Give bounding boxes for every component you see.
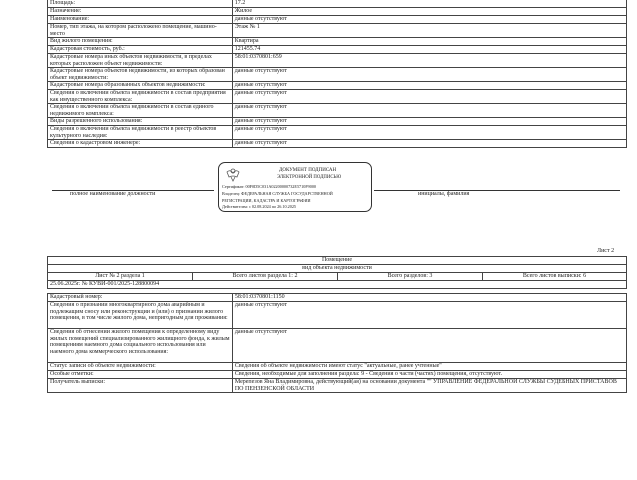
row-value: данные отсутствуют bbox=[232, 104, 626, 118]
table-row bbox=[48, 363, 627, 371]
stamp-title: ДОКУМЕНТ ПОДПИСАН bbox=[279, 168, 337, 173]
row-value: Сведения об объекте недвижимости имеют статус "актуальные, ранее учтенные" bbox=[232, 363, 626, 371]
stamp-validity: Действителен: с 02.08.2024 по 26.10.2025 bbox=[222, 204, 297, 209]
row-label: Статус записи об объекте недвижимости: bbox=[48, 363, 233, 371]
row-value: данные отсутствуют bbox=[232, 329, 626, 363]
name-caption: инициалы, фамилия bbox=[418, 191, 470, 197]
row-value: 17.2 bbox=[232, 0, 626, 8]
sheet-number: Лист № 2 раздела 1 bbox=[48, 272, 193, 280]
row-label: Сведения о кадастровом инженере: bbox=[48, 140, 233, 148]
row-value: 58:01:0370801:1150 bbox=[232, 294, 626, 302]
row-value: Жилое bbox=[232, 8, 626, 16]
table-row bbox=[48, 82, 627, 90]
signature-line-right bbox=[374, 190, 620, 191]
row-label: Сведения о включении объекта недвижимости в реестр объектов культурного наследия: bbox=[48, 126, 233, 140]
object-type-title: Помещение bbox=[48, 257, 627, 265]
eagle-emblem-icon bbox=[225, 166, 241, 182]
row-value: данные отсутствуют bbox=[232, 90, 626, 104]
row-label: Виды разрешенного использования: bbox=[48, 118, 233, 126]
table-row bbox=[48, 54, 627, 68]
table-row bbox=[48, 126, 627, 140]
row-label: Сведения о признании многоквартирного дома аварийным и подлежащим сносу или реконструкции и (или) о признании жилого помещения, в том числе жилого дома, непригодным для проживания: bbox=[48, 302, 233, 329]
sheet-label: Лист 2 bbox=[597, 248, 615, 254]
stamp-certificate: Сертификат: 00F0D5C031A02200000732E5710F9000 bbox=[222, 184, 317, 189]
row-value: данные отсутствуют bbox=[232, 302, 626, 329]
table-row bbox=[48, 302, 627, 329]
row-label: Кадастровые номера иных объектов недвижимости, в пределах которых расположен объект недвижимости: bbox=[48, 54, 233, 68]
row-label: Сведения о включении объекта недвижимости в состав единого недвижимого комплекса: bbox=[48, 104, 233, 118]
object-type-subtitle: вид объекта недвижимости bbox=[48, 265, 627, 273]
row-value: данные отсутствуют bbox=[232, 68, 626, 82]
property-details-table bbox=[47, 0, 627, 148]
extract-sheet-total: Всего листов выписки: 6 bbox=[483, 272, 627, 280]
stamp-owner: Владелец: ФЕДЕРАЛЬНАЯ СЛУЖБА ГОСУДАРСТВЕННОЙ bbox=[222, 191, 333, 196]
table-row bbox=[48, 104, 627, 118]
row-label: Площадь: bbox=[48, 0, 233, 8]
position-caption: полное наименование должности bbox=[70, 191, 156, 197]
row-label: Кадастровый номер: bbox=[48, 294, 233, 302]
row-label: Кадастровая стоимость, руб.: bbox=[48, 46, 233, 54]
row-label: Сведения об отнесении жилого помещения к определенному виду жилых помещений специализированного жилищного фонда, к жилым помещениям наемного дома социального использования или наемного дома коммерческого использования: bbox=[48, 329, 233, 363]
table-row bbox=[48, 118, 627, 126]
row-value: Мерепезов Яна Владимировна, действующий(ая) на основании документа "" УПРАВЛЕНИЕ ФЕДЕРАЛЬНОЙ СЛУЖБЫ СУДЕБНЫХ ПРИСТАВОВ ПО ПЕНЗЕНСКОЙ ОБЛАСТИ bbox=[232, 379, 626, 393]
table-row bbox=[48, 90, 627, 104]
stamp-subtitle: ЭЛЕКТРОННОЙ ПОДПИСЬЮ bbox=[277, 175, 342, 180]
row-value: Квартира bbox=[232, 38, 626, 46]
electronic-signature-stamp bbox=[218, 162, 372, 212]
table-row bbox=[48, 46, 627, 54]
row-value: Этаж № 1 bbox=[232, 24, 626, 38]
row-label: Получатель выписки: bbox=[48, 379, 233, 393]
row-value: данные отсутствуют bbox=[232, 140, 626, 148]
table-row bbox=[48, 16, 627, 24]
row-label: Кадастровые номера образованных объектов недвижимости: bbox=[48, 82, 233, 90]
section-header-table bbox=[47, 256, 627, 289]
row-label: Особые отметки: bbox=[48, 371, 233, 379]
table-row bbox=[48, 24, 627, 38]
row-value: данные отсутствуют bbox=[232, 126, 626, 140]
table-row bbox=[48, 371, 627, 379]
table-row bbox=[48, 294, 627, 302]
table-row bbox=[48, 329, 627, 363]
table-row bbox=[48, 68, 627, 82]
row-label: Назначение: bbox=[48, 8, 233, 16]
stamp-owner-continued: РЕГИСТРАЦИИ, КАДАСТРА И КАРТОГРАФИИ bbox=[222, 198, 311, 203]
table-row bbox=[48, 38, 627, 46]
row-value: данные отсутствуют bbox=[232, 82, 626, 90]
table-row bbox=[48, 0, 627, 8]
row-value: Сведения, необходимые для заполнения раздела: 9 - Сведения о части (частях) помещения, отсутствуют. bbox=[232, 371, 626, 379]
extract-number: 25.06.2025г. № КУВИ-001/2025-128800094 bbox=[48, 280, 627, 288]
row-value: 58:01:0370801:659 bbox=[232, 54, 626, 68]
sections-total: Всего разделов: 3 bbox=[338, 272, 483, 280]
row-value: данные отсутствуют bbox=[232, 118, 626, 126]
row-label: Сведения о включении объекта недвижимости в состав предприятия как имущественного комплекса: bbox=[48, 90, 233, 104]
section-sheet-total: Всего листов раздела 1: 2 bbox=[193, 272, 338, 280]
table-row bbox=[48, 140, 627, 148]
row-value: 121455.74 bbox=[232, 46, 626, 54]
row-label: Кадастровые номера объектов недвижимости, из которых образован объект недвижимости: bbox=[48, 68, 233, 82]
row-label: Номер, тип этажа, на котором расположено помещение, машино-место bbox=[48, 24, 233, 38]
row-label: Наименование: bbox=[48, 16, 233, 24]
row-value: данные отсутствуют bbox=[232, 16, 626, 24]
row-label: Вид жилого помещения: bbox=[48, 38, 233, 46]
table-row bbox=[48, 379, 627, 393]
property-status-table bbox=[47, 293, 627, 393]
table-row bbox=[48, 8, 627, 16]
